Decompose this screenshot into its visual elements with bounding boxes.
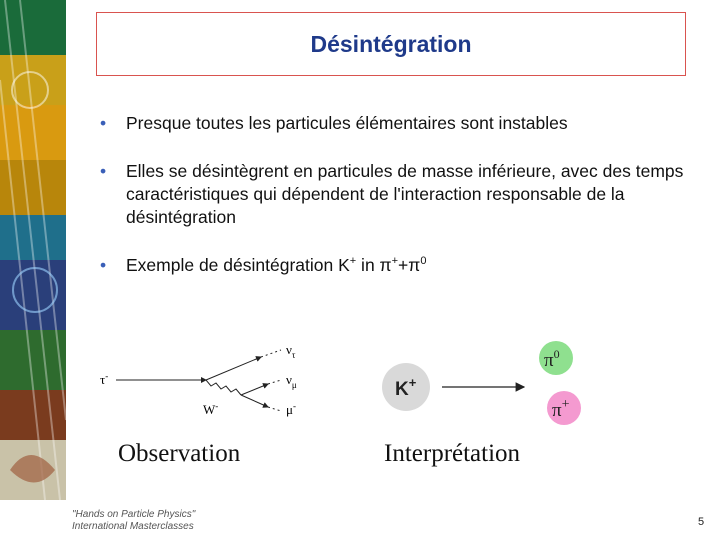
mu-track — [241, 395, 268, 407]
bullet-list — [100, 112, 700, 302]
pion-neutral-charge: 0 — [420, 255, 427, 268]
kaon-charge: + — [349, 255, 357, 268]
nu-mu-track-dotted — [268, 380, 281, 384]
nu-mu-label: $\nu_\mu$ — [286, 372, 297, 390]
observation-caption: Observation — [118, 440, 241, 467]
nu-tau-label: $\nu_\tau$ — [286, 342, 296, 360]
bullet-marker: • — [100, 113, 107, 133]
pi-plus-label: π+ — [552, 397, 570, 421]
bullet-text: Elles se désintègrent en particules de masse inférieure, avec des temps caractéristiques qui dépendent de l'interaction responsable de la désintégration — [126, 161, 684, 227]
bullet-marker: • — [100, 255, 107, 275]
example-mid: in π — [356, 255, 392, 275]
pi-zero-label: $\pi^0$ — [544, 347, 560, 371]
pion-charge: + — [391, 255, 399, 268]
kaon-label: K+ — [395, 375, 417, 400]
bullet-item — [100, 112, 700, 135]
mu-track-dotted — [268, 407, 281, 411]
interpretation-caption: Interprétation — [384, 440, 521, 467]
mu-label: μ- — [286, 401, 296, 417]
footer-line-2: International Masterclasses — [72, 521, 194, 532]
title-box — [96, 12, 686, 76]
bullet-item — [100, 160, 700, 229]
bullet-marker: • — [100, 161, 107, 181]
page-number: 5 — [698, 516, 705, 528]
w-label: W- — [203, 401, 219, 417]
w-boson-line — [206, 380, 241, 395]
decorative-image-strip — [0, 0, 66, 500]
example-prefix: Exemple de désintégration K — [126, 255, 350, 275]
tau-decay-diagram — [96, 332, 326, 422]
nu-tau-track — [206, 357, 261, 380]
slide-title: Désintégration — [310, 30, 472, 57]
bullet-text — [126, 254, 700, 277]
bullet-text: Presque toutes les particules élémentaires sont instables — [126, 113, 568, 133]
footer-logo-text — [72, 509, 195, 533]
footer-line-1: "Hands on Particle Physics" — [72, 509, 196, 520]
bullet-item — [100, 254, 700, 277]
nu-mu-track — [241, 384, 268, 395]
kaon-decay-diagram — [376, 332, 606, 432]
example-plus: +π — [398, 255, 421, 275]
nu-tau-track-dotted — [261, 350, 281, 357]
tau-label: τ- — [100, 371, 109, 387]
